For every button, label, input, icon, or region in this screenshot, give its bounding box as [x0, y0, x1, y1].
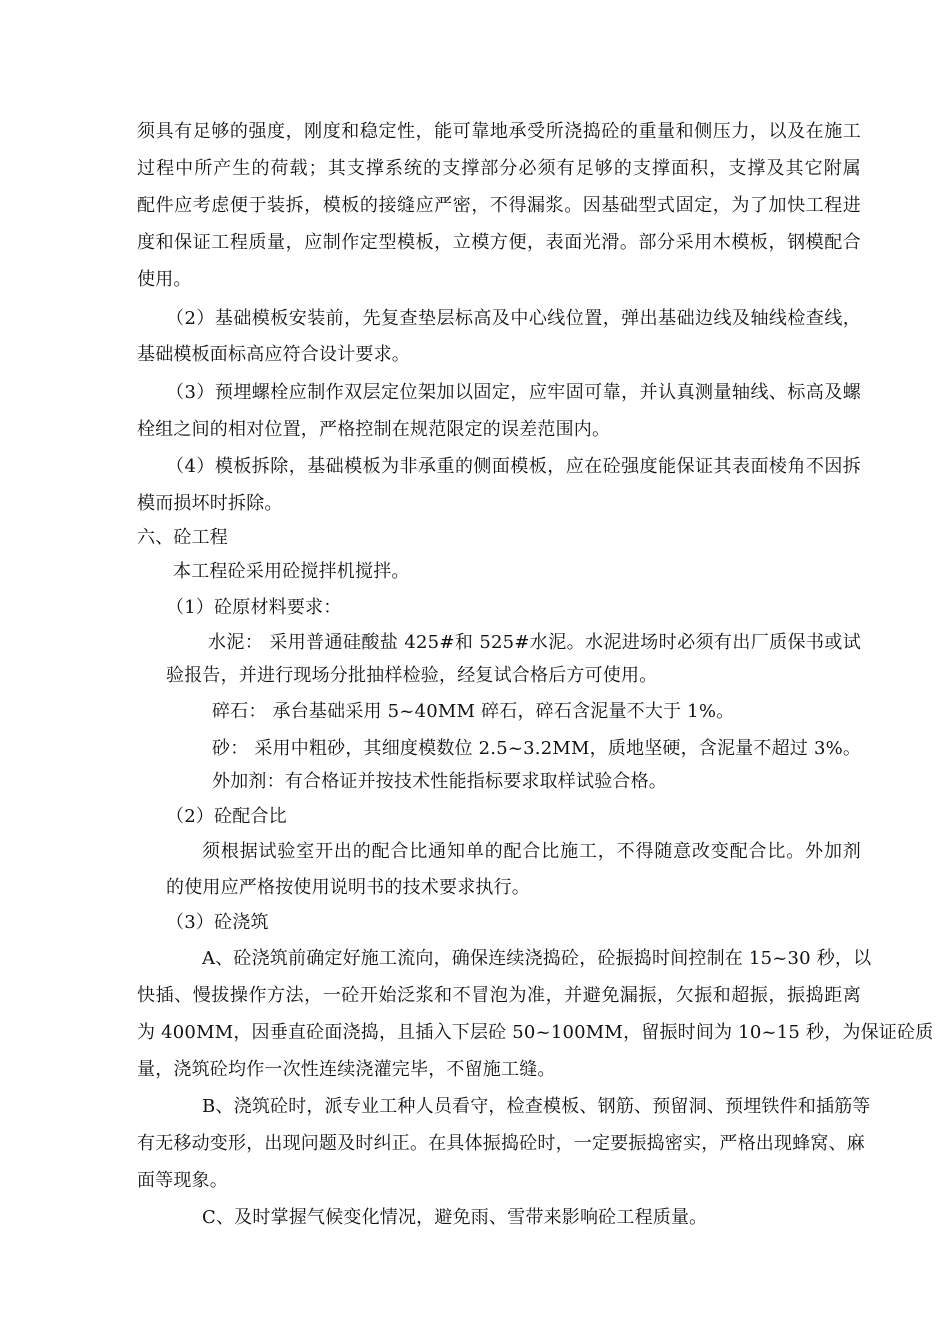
text-line: 碎石： 承台基础采用 5~40MM 碎石，碎石含泥量不大于 1%。	[212, 701, 735, 722]
text-line: 使用。	[137, 269, 192, 290]
text-line: 有无移动变形，出现问题及时纠正。在具体振捣砼时，一定要振捣密实，严格出现蜂窝、麻	[137, 1133, 865, 1154]
text-line: A、砼浇筑前确定好施工流向，确保连续浇捣砼，砼振捣时间控制在 15~30 秒，以	[202, 948, 872, 969]
subsection-heading: （3）砼浇筑	[166, 912, 269, 933]
text-line: 砂： 采用中粗砂，其细度模数位 2.5~3.2MM，质地坚硬，含泥量不超过 3%。	[212, 738, 862, 759]
text-line: 的使用应严格按使用说明书的技术要求执行。	[166, 877, 530, 898]
text-line: 本工程砼采用砼搅拌机搅拌。	[173, 561, 410, 582]
text-line: 快插、慢拔操作方法，一砼开始泛浆和不冒泡为准，并避免漏振，欠振和超振，振捣距离	[137, 985, 861, 1006]
text-line: 验报告，并进行现场分批抽样检验，经复试合格后方可使用。	[166, 665, 658, 686]
text-line: 须具有足够的强度，刚度和稳定性，能可靠地承受所浇捣砼的重量和侧压力，以及在施工	[137, 121, 861, 142]
text-line: 为 400MM，因垂直砼面浇捣，且插入下层砼 50~100MM，留振时间为 10~15 秒，为保证砼质	[137, 1022, 934, 1043]
subsection-heading: （1）砼原材料要求：	[166, 597, 342, 618]
text-line: 配件应考虑便于装拆，模板的接缝应严密，不得漏浆。因基础型式固定，为了加快工程进	[137, 195, 861, 216]
text-line: 面等现象。	[137, 1170, 228, 1191]
text-line: C、及时掌握气候变化情况，避免雨、雪带来影响砼工程质量。	[202, 1207, 708, 1228]
text-line: 过程中所产生的荷载；其支撑系统的支撑部分必须有足够的支撑面积，支撑及其它附属	[137, 158, 861, 179]
text-line: （3）预埋螺栓应制作双层定位架加以固定，应牢固可靠，并认真测量轴线、标高及螺	[166, 382, 861, 403]
text-line: （4）模板拆除，基础模板为非承重的侧面模板，应在砼强度能保证其表面棱角不因拆	[166, 456, 861, 477]
text-line: B、浇筑砼时，派专业工种人员看守，检查模板、钢筋、预留洞、预埋铁件和插筋等	[202, 1096, 871, 1117]
text-line: 模而损坏时拆除。	[137, 493, 283, 514]
text-line: 外加剂：有合格证并按技术性能指标要求取样试验合格。	[212, 771, 667, 792]
text-line: 须根据试验室开出的配合比通知单的配合比施工，不得随意改变配合比。外加剂	[202, 841, 861, 862]
text-line: 量，浇筑砼均作一次性连续浇灌完毕，不留施工缝。	[137, 1059, 556, 1080]
text-line: （2）基础模板安装前，先复查垫层标高及中心线位置，弹出基础边线及轴线检查线，	[166, 308, 861, 329]
section-heading: 六、砼工程	[137, 527, 228, 548]
text-line: 度和保证工程质量，应制作定型模板，立模方便，表面光滑。部分采用木模板，钢模配合	[137, 232, 861, 253]
text-line: 基础模板面标高应符合设计要求。	[137, 344, 410, 365]
subsection-heading: （2）砼配合比	[166, 806, 287, 827]
text-line: 水泥： 采用普通硅酸盐 425#和 525#水泥。水泥进场时必须有出厂质保书或试	[208, 632, 861, 653]
text-line: 栓组之间的相对位置，严格控制在规范限定的误差范围内。	[137, 419, 611, 440]
